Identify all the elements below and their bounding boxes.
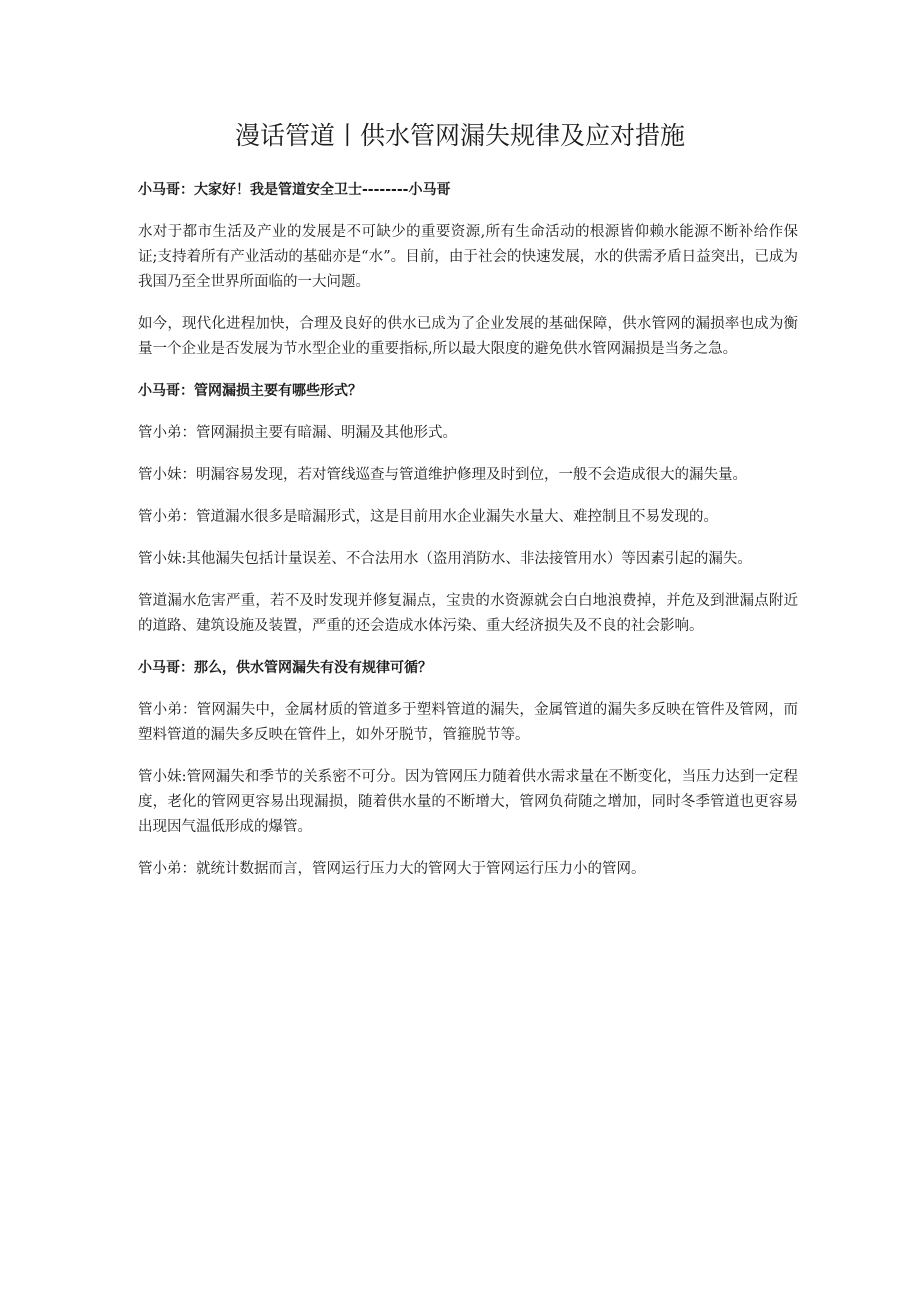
answer-other-leak: 管小妹:其他漏失包括计量误差、不合法用水（盗用消防水、非法接管用水）等因素引起的漏失。: [138, 551, 752, 567]
answer-material-pattern: 管小弟：管网漏失中，金属材质的管道多于塑料管道的漏失，金属管道的漏失多反映在管件及管网，而塑料管道的漏失多反映在管件上，如外牙脱节，管箍脱节等。: [138, 702, 798, 743]
document-body: [138, 178, 798, 899]
answer-leak-forms: 管小弟：管网漏损主要有暗漏、明漏及其他形式。: [138, 425, 457, 441]
paragraph-greeting: 小马哥：大家好！我是管道安全卫士--------小马哥: [138, 182, 451, 198]
answer-visible-leak: 管小妹：明漏容易发现，若对管线巡查与管道维护修理及时到位，一般不会造成很大的漏失量。: [138, 467, 747, 483]
question-leak-pattern: 小马哥：那么，供水管网漏失有没有规律可循？: [138, 660, 432, 676]
answer-hidden-leak: 管小弟：管道漏水很多是暗漏形式，这是目前用水企业漏失水量大、难控制且不易发现的。: [138, 509, 718, 525]
paragraph-intro-modern: 如今，现代化进程加快，合理及良好的供水已成为了企业发展的基础保障，供水管网的漏损率也成为衡量一个企业是否发展为节水型企业的重要指标,所以最大限度的避免供水管网漏损是当务之急。: [138, 316, 798, 357]
answer-pressure-pattern: 管小弟：就统计数据而言，管网运行压力大的管网大于管网运行压力小的管网。: [138, 861, 646, 877]
paragraph-intro-water: 水对于都市生活及产业的发展是不可缺少的重要资源,所有生命活动的根源皆仰赖水能源不断补给作保证;支持着所有产业活动的基础亦是“水”。目前，由于社会的快速发展，水的供需矛盾日益突出，已成为我国乃至全世界所面临的一大问题。: [138, 224, 798, 290]
paragraph-leak-harm: 管道漏水危害严重，若不及时发现并修复漏点，宝贵的水资源就会白白地浪费掉，并危及到泄漏点附近的道路、建筑设施及装置，严重的还会造成水体污染、重大经济损失及不良的社会影响。: [138, 593, 798, 634]
document-title: 漫话管道丨供水管网漏失规律及应对措施: [234, 121, 685, 150]
question-leak-forms: 小马哥：管网漏损主要有哪些形式？: [138, 383, 362, 399]
answer-season-pattern: 管小妹:管网漏失和季节的关系密不可分。因为管网压力随着供水需求量在不断变化，当压力达到一定程度，老化的管网更容易出现漏损，随着供水量的不断增大，管网负荷随之增加，同时冬季管道也更容易出现因气温低形成的爆管。: [138, 769, 798, 835]
